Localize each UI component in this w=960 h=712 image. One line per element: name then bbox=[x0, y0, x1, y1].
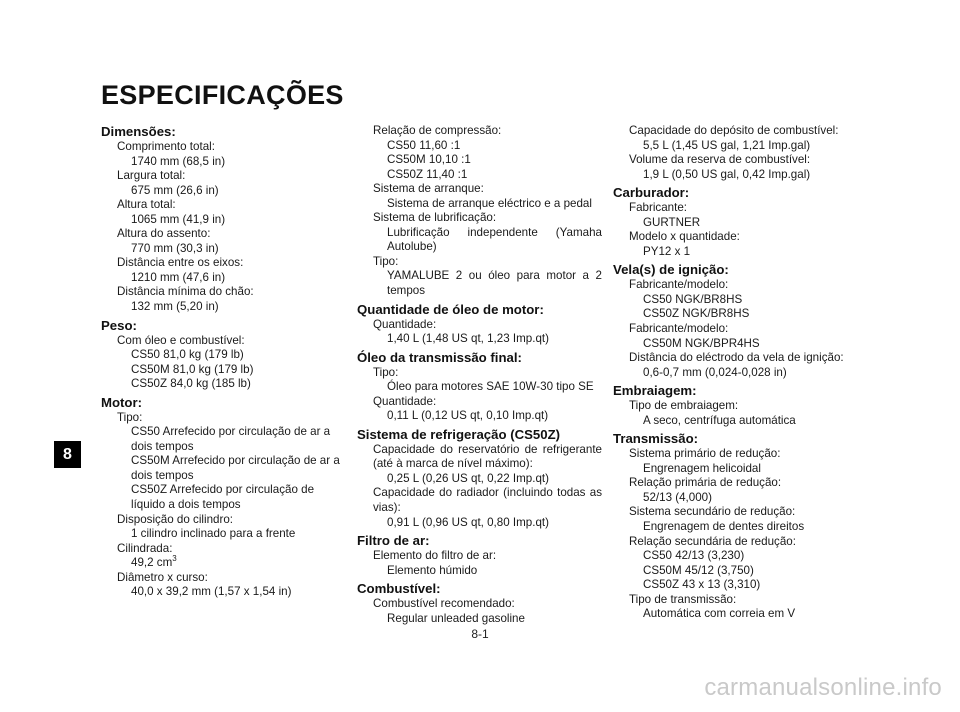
spec-label: Relação secundária de redução: bbox=[629, 534, 796, 548]
spec-value: Sistema de arranque eléctrico e a pedal bbox=[387, 196, 592, 210]
spec-value: Regular unleaded gasoline bbox=[387, 611, 525, 625]
spec-label: Tipo: bbox=[117, 410, 143, 424]
spec-label: Capacidade do depósito de combustível: bbox=[629, 124, 839, 137]
spec-value-cilindrada bbox=[101, 556, 346, 571]
spec-value: CS50Z Arrefecido por circulação de bbox=[131, 483, 315, 497]
spec-label: Distância do eléctrodo da vela de ignição: bbox=[629, 351, 844, 365]
page-number: 8-1 bbox=[471, 627, 489, 641]
spec-label: Comprimento total: bbox=[117, 140, 215, 153]
section-heading-peso: Peso: bbox=[101, 317, 137, 333]
superscript: 3 bbox=[172, 554, 177, 564]
spec-label: Quantidade: bbox=[373, 317, 437, 331]
spec-label: Tipo: bbox=[373, 365, 399, 379]
spec-value: CS50 Arrefecido por circulação de ar a bbox=[131, 425, 331, 439]
spec-value: 5,5 L (1,45 US gal, 1,21 Imp.gal) bbox=[643, 138, 811, 152]
spec-value: Automática com correia em V bbox=[643, 607, 796, 621]
spec-label: Capacidade do radiador (incluindo todas as vias): bbox=[373, 486, 602, 515]
spec-label: Elemento do filtro de ar: bbox=[373, 549, 497, 563]
spec-value: CS50Z 84,0 kg (185 lb) bbox=[131, 377, 251, 391]
spec-value: Óleo para motores SAE 10W-30 tipo SE bbox=[387, 380, 594, 394]
spec-value: 52/13 (4,000) bbox=[643, 490, 712, 504]
spec-value: CS50M Arrefecido por circulação de ar a bbox=[131, 454, 340, 468]
section-heading-dimensoes: Dimensões: bbox=[101, 124, 176, 139]
spec-value: CS50Z NGK/BR8HS bbox=[643, 307, 750, 321]
spec-label: Tipo de embraiagem: bbox=[629, 399, 739, 413]
spec-label: Distância mínima do chão: bbox=[117, 285, 254, 299]
spec-label: Largura total: bbox=[117, 169, 186, 183]
spec-value: dois tempos bbox=[131, 468, 194, 482]
spec-value: CS50M 81,0 kg (179 lb) bbox=[131, 362, 254, 376]
spec-label: Combustível recomendado: bbox=[373, 597, 515, 611]
spec-value: CS50 42/13 (3,230) bbox=[643, 549, 745, 563]
spec-value: 1,9 L (0,50 US gal, 0,42 Imp.gal) bbox=[643, 167, 811, 181]
spec-value: CS50M 10,10 :1 bbox=[387, 153, 471, 167]
spec-label: Sistema primário de redução: bbox=[629, 447, 781, 461]
spec-value: 132 mm (5,20 in) bbox=[131, 300, 219, 314]
spec-value: Engrenagem de dentes direitos bbox=[643, 520, 805, 534]
spec-label: Distância entre os eixos: bbox=[117, 256, 244, 270]
spec-label: Fabricante/modelo: bbox=[629, 278, 729, 292]
section-heading-transmissao-final: Óleo da transmissão final: bbox=[357, 349, 522, 365]
watermark: carmanualsonline.info bbox=[704, 674, 942, 701]
spec-label: Sistema secundário de redução: bbox=[629, 505, 796, 519]
section-heading-motor: Motor: bbox=[101, 394, 143, 410]
spec-value: CS50 11,60 :1 bbox=[387, 138, 461, 152]
section-heading-carburador: Carburador: bbox=[613, 185, 690, 201]
spec-label: Relação de compressão: bbox=[373, 124, 502, 137]
spec-label: Quantidade: bbox=[373, 394, 437, 408]
spec-label: Sistema de arranque: bbox=[373, 182, 484, 196]
column-2 bbox=[357, 124, 602, 626]
spec-label: Disposição do cilindro: bbox=[117, 512, 233, 526]
spec-value: 1210 mm (47,6 in) bbox=[131, 270, 226, 284]
spec-value: YAMALUBE 2 ou óleo para motor a 2 tempos bbox=[387, 269, 602, 298]
spec-label: Diâmetro x curso: bbox=[117, 570, 208, 584]
section-heading-transmissao: Transmissão: bbox=[613, 431, 699, 447]
column-1 bbox=[101, 124, 346, 600]
spec-label: Tipo de transmissão: bbox=[629, 592, 737, 606]
spec-label: Cilindrada: bbox=[117, 541, 173, 555]
section-heading-oleo-motor: Quantidade de óleo de motor: bbox=[357, 301, 544, 317]
cilindrada-number: 49,2 cm bbox=[131, 556, 173, 570]
spec-value: CS50Z 11,40 :1 bbox=[387, 167, 468, 181]
spec-value: 0,91 L (0,96 US qt, 0,80 Imp.qt) bbox=[387, 515, 549, 529]
spec-value: 1740 mm (68,5 in) bbox=[131, 154, 226, 168]
spec-label: Capacidade do reservatório de refrigerante (até à marca de nível máximo): bbox=[373, 442, 602, 471]
section-heading-refrigeracao: Sistema de refrigeração (CS50Z) bbox=[357, 426, 561, 442]
spec-value: 1065 mm (41,9 in) bbox=[131, 212, 226, 226]
section-heading-embraiagem: Embraiagem: bbox=[613, 383, 697, 399]
section-heading-velas: Vela(s) de ignição: bbox=[613, 262, 729, 278]
spec-value: GURTNER bbox=[643, 215, 701, 229]
spec-value: CS50M 45/12 (3,750) bbox=[643, 563, 754, 577]
section-heading-combustivel: Combustível: bbox=[357, 581, 441, 597]
section-heading-filtro: Filtro de ar: bbox=[357, 533, 430, 549]
spec-value: 1 cilindro inclinado para a frente bbox=[131, 527, 296, 541]
chapter-tab: 8 bbox=[54, 441, 81, 468]
spec-value: 40,0 x 39,2 mm (1,57 x 1,54 in) bbox=[131, 585, 292, 599]
spec-value: 0,11 L (0,12 US qt, 0,10 Imp.qt) bbox=[387, 409, 549, 423]
spec-value: 770 mm (30,3 in) bbox=[131, 241, 219, 255]
spec-label: Altura do assento: bbox=[117, 227, 211, 241]
spec-label: Relação primária de redução: bbox=[629, 476, 782, 490]
spec-value: líquido a dois tempos bbox=[131, 498, 241, 512]
spec-label: Sistema de lubrificação: bbox=[373, 211, 497, 225]
spec-value: Lubrificação independente (Yamaha Autolube) bbox=[387, 225, 602, 254]
spec-value: CS50 81,0 kg (179 lb) bbox=[131, 348, 244, 362]
spec-value: CS50M NGK/BPR4HS bbox=[643, 336, 760, 350]
spec-value: 1,40 L (1,48 US qt, 1,23 Imp.qt) bbox=[387, 332, 549, 346]
spec-label: Volume da reserva de combustível: bbox=[629, 153, 811, 167]
spec-label: Com óleo e combustível: bbox=[117, 333, 245, 347]
spec-value: 0,6-0,7 mm (0,024-0,028 in) bbox=[643, 365, 787, 379]
spec-value: CS50 NGK/BR8HS bbox=[643, 292, 743, 306]
spec-value: Engrenagem helicoidal bbox=[643, 461, 761, 475]
column-3 bbox=[613, 124, 858, 622]
spec-label: Modelo x quantidade: bbox=[629, 230, 740, 244]
spec-value: 675 mm (26,6 in) bbox=[131, 183, 219, 197]
spec-value: Elemento húmido bbox=[387, 563, 478, 577]
spec-value: PY12 x 1 bbox=[643, 244, 691, 258]
spec-label: Altura total: bbox=[117, 198, 176, 212]
spec-label: Fabricante: bbox=[629, 201, 687, 215]
spec-value: A seco, centrífuga automática bbox=[643, 413, 796, 427]
spec-value: CS50Z 43 x 13 (3,310) bbox=[643, 578, 761, 592]
page-title: ESPECIFICAÇÕES bbox=[101, 80, 344, 110]
spec-value: 0,25 L (0,26 US qt, 0,22 Imp.qt) bbox=[387, 471, 549, 485]
spec-label: Tipo: bbox=[373, 254, 399, 268]
spec-label: Fabricante/modelo: bbox=[629, 322, 729, 336]
spec-value: dois tempos bbox=[131, 439, 194, 453]
